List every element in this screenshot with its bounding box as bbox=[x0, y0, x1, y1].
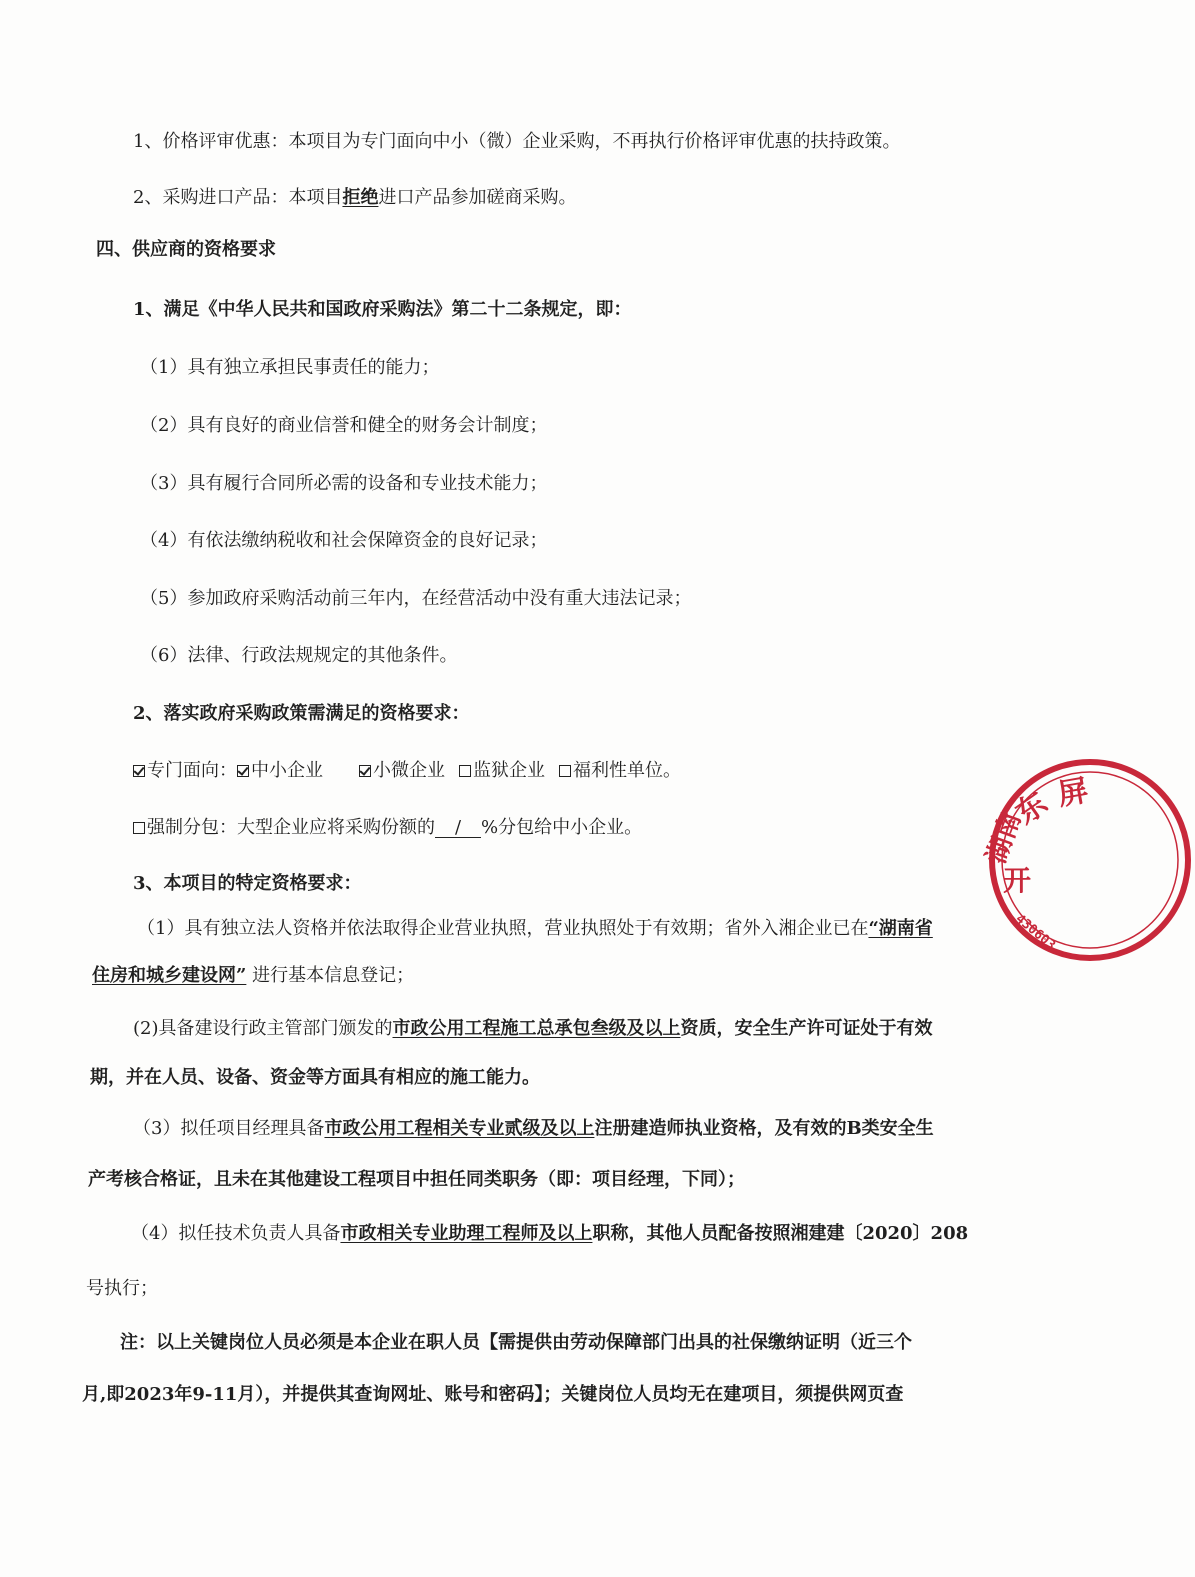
note-text-b: 月,即2023年9-11月），并提供其查询网址、账号和密码】；关键岗位人员均无在建项目，须提供网页查 bbox=[82, 1384, 904, 1405]
prison-label: 监狱企业 bbox=[473, 760, 545, 781]
requirement-1-item-1 bbox=[140, 356, 439, 380]
spec-4-line-1 bbox=[131, 1222, 968, 1246]
spec-1-line-1 bbox=[137, 917, 933, 941]
specific-label: 专门面向： bbox=[147, 760, 237, 781]
requirement-1 bbox=[133, 298, 632, 322]
specific-checkbox[interactable] bbox=[133, 765, 145, 777]
spec-3-text-c: 产考核合格证，且未在其他建设工程项目中担任同类职务（即：项目经理，下同）； bbox=[88, 1169, 745, 1190]
prison-checkbox[interactable] bbox=[459, 765, 471, 777]
requirement-1-text: 1、满足《中华人民共和国政府采购法》第二十二条规定，即： bbox=[133, 299, 632, 320]
spec-4-text-c: 号执行； bbox=[86, 1278, 158, 1299]
spec-4-text-a: （4）拟任技术负责人具备 bbox=[131, 1223, 341, 1244]
requirement-1-item-2 bbox=[140, 414, 547, 438]
spec-3-underlined: 市政公用工程相关专业贰级及以上 bbox=[324, 1118, 595, 1139]
policy-item-price-preference bbox=[133, 130, 900, 154]
spec-4-underlined: 市政相关专业助理工程师及以上 bbox=[340, 1223, 593, 1244]
seal-char-mid: 屏 bbox=[1055, 773, 1091, 813]
requirement-1-item-3-text: （3）具有履行合同所必需的设备和专业技术能力； bbox=[140, 473, 548, 494]
note-text-a: 注：以上关键岗位人员必须是本企业在职人员【需提供由劳动保障部门出具的社保缴纳证明（近三个 bbox=[120, 1332, 912, 1353]
spec-2-text-a: (2)具备建设行政主管部门颁发的 bbox=[133, 1018, 393, 1039]
spec-2-text-c: 期，并在人员、设备、资金等方面具有相应的施工能力。 bbox=[90, 1067, 540, 1088]
mandatory-subcontract-row bbox=[133, 816, 642, 840]
company-seal bbox=[981, 755, 1195, 965]
requirement-1-item-1-text: （1）具有独立承担民事责任的能力； bbox=[140, 357, 440, 378]
spec-3-line-2 bbox=[88, 1168, 745, 1192]
requirement-1-item-5 bbox=[140, 587, 691, 611]
policy-options-row bbox=[133, 759, 681, 783]
requirement-2-text: 2、落实政府采购政策需满足的资格要求： bbox=[133, 703, 470, 724]
requirement-3 bbox=[133, 872, 362, 896]
spec-1-underlined-2: 住房和城乡建设网” bbox=[92, 965, 247, 986]
spec-2-text-b: 资质，安全生产许可证处于有效 bbox=[680, 1018, 933, 1039]
requirement-3-text: 3、本项目的特定资格要求： bbox=[133, 873, 362, 894]
requirement-1-item-2-text: （2）具有良好的商业信誉和健全的财务会计制度； bbox=[140, 415, 548, 436]
spec-3-text-a: （3）拟任项目经理具备 bbox=[133, 1118, 325, 1139]
requirement-1-item-4-text: （4）有依法缴纳税收和社会保障资金的良好记录； bbox=[140, 530, 548, 551]
spec-1-line-2 bbox=[92, 964, 414, 988]
mandatory-checkbox[interactable] bbox=[133, 822, 145, 834]
policy-item-1-text: 1、价格评审优惠：本项目为专门面向中小（微）企业采购，不再执行价格评审优惠的扶持政策。 bbox=[133, 131, 901, 152]
requirement-1-item-5-text: （5）参加政府采购活动前三年内，在经营活动中没有重大违法记录； bbox=[140, 588, 692, 609]
policy-item-2-suffix: 进口产品参加磋商采购。 bbox=[378, 187, 577, 208]
seal-char-side: 湖南 bbox=[981, 808, 1028, 868]
micro-checkbox[interactable] bbox=[359, 765, 371, 777]
welfare-label: 福利性单位。 bbox=[573, 760, 681, 781]
note-line-2 bbox=[82, 1383, 903, 1407]
spec-2-line-2 bbox=[90, 1066, 540, 1090]
section-4-heading-text: 四、供应商的资格要求 bbox=[96, 239, 276, 260]
requirement-1-item-4 bbox=[140, 529, 547, 553]
micro-label: 小微企业 bbox=[373, 760, 445, 781]
spec-2-line-1 bbox=[133, 1017, 933, 1041]
seal-char-top: 东 bbox=[1009, 785, 1055, 832]
seal-char-left: 开 bbox=[1003, 864, 1032, 897]
sme-label: 中小企业 bbox=[251, 760, 323, 781]
requirement-1-item-6 bbox=[140, 644, 457, 668]
spec-3-text-b: 注册建造师执业资格，及有效的B类安全生 bbox=[594, 1118, 934, 1139]
spec-2-underlined: 市政公用工程施工总承包叁级及以上 bbox=[392, 1018, 681, 1039]
section-4-heading bbox=[96, 238, 276, 262]
mandatory-blank: / bbox=[435, 819, 481, 838]
policy-item-2-prefix: 2、采购进口产品：本项目 bbox=[133, 187, 343, 208]
policy-item-import-products bbox=[133, 186, 576, 210]
requirement-1-item-3 bbox=[140, 472, 547, 496]
spec-4-text-b: 职称，其他人员配备按照湘建建〔2020〕208 bbox=[592, 1223, 969, 1244]
policy-item-2-underlined: 拒绝 bbox=[342, 187, 379, 208]
welfare-checkbox[interactable] bbox=[559, 765, 571, 777]
spec-1-text-b: 进行基本信息登记； bbox=[246, 965, 415, 986]
mandatory-suffix: %分包给中小企业。 bbox=[481, 817, 643, 838]
spec-1-underlined-1: “湖南省 bbox=[868, 918, 933, 939]
mandatory-prefix: 强制分包：大型企业应将采购份额的 bbox=[147, 817, 435, 838]
requirement-1-item-6-text: （6）法律、行政法规规定的其他条件。 bbox=[140, 645, 458, 666]
seal-number: 430603 bbox=[1012, 911, 1059, 954]
sme-checkbox[interactable] bbox=[237, 765, 249, 777]
spec-1-text-a: （1）具有独立法人资格并依法取得企业营业执照，营业执照处于有效期；省外入湘企业已在 bbox=[137, 918, 869, 939]
requirement-2 bbox=[133, 702, 470, 726]
spec-4-line-2 bbox=[86, 1277, 158, 1301]
note-line-1 bbox=[120, 1331, 912, 1355]
spec-3-line-1 bbox=[133, 1117, 934, 1141]
